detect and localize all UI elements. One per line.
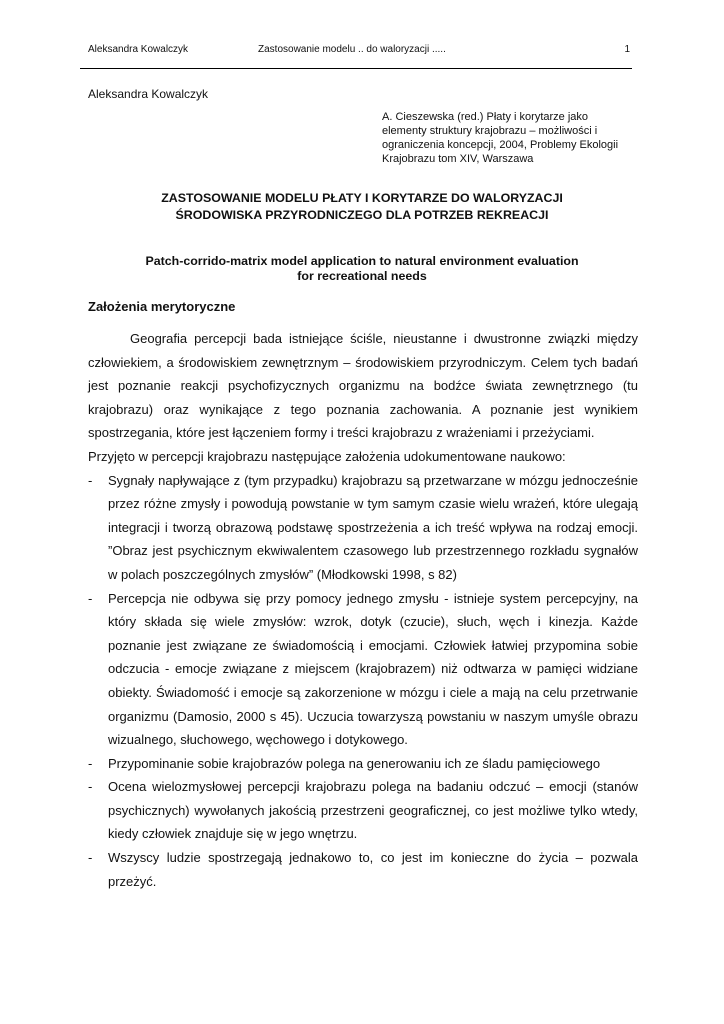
list-item bbox=[88, 846, 638, 893]
header-page-number: 1 bbox=[624, 44, 630, 55]
title-polish bbox=[88, 190, 636, 224]
bullet-dash: - bbox=[88, 472, 93, 488]
body-text bbox=[88, 327, 638, 893]
page-header bbox=[88, 44, 630, 58]
header-author: Aleksandra Kowalczyk bbox=[88, 44, 189, 55]
bullet-dash: - bbox=[88, 779, 93, 795]
author-name: Aleksandra Kowalczyk bbox=[88, 87, 209, 101]
list-item-text: Przypominanie sobie krajobrazów polega na generowaniu ich ze śladu pamięciowego bbox=[108, 755, 601, 771]
header-title: Zastosowanie modelu .. do waloryzacji ..... bbox=[258, 44, 446, 55]
bullet-dash: - bbox=[88, 755, 93, 771]
list-item bbox=[88, 587, 638, 752]
list-item bbox=[88, 775, 638, 846]
title-english bbox=[88, 254, 636, 284]
citation-block: A. Cieszewska (red.) Płaty i korytarze jako elementy struktury krajobrazu – możliwości i ograniczenia koncepcji, 2004, Problemy Ekologii Krajobrazu tom XIV, Warszawa bbox=[382, 111, 619, 165]
list-item-text: Sygnały napływające z (tym przypadku) krajobrazu są przetwarzane w mózgu jednocześnie przez różne zmysły i powodują powstanie w tym samym czasie wielu wrażeń, które ulegają integracji i tworzą obrazową podstawę spostrzeżenia a ich treść wpływa na rodzaj emocji. ”Obraz jest psychicznym ekwiwalentem czasowego lub przestrzennego rozkładu sygnałów w polach poszczególnych zmysłów” (Młodkowski 1998, s 82) bbox=[108, 472, 638, 582]
paragraph-assumptions: Przyjęto w percepcji krajobrazu następujące założenia udokumentowane naukowo: bbox=[88, 448, 566, 464]
bullet-dash: - bbox=[88, 850, 93, 866]
section-heading: Założenia merytoryczne bbox=[88, 299, 236, 314]
paragraph-intro: Geografia percepcji bada istniejące ściśle, nieustanne i dwustronne związki między człowiekiem, a środowiskiem zewnętrznym – środowiskiem przyrodniczym. Celem tych badań jest poznanie reakcji psychofizycznych organizmu na bodźce świata zewnętrznego (tu krajobrazu) oraz wynikające z tego poznania zachowania. A poznanie jest wynikiem spostrzegania, które jest łączeniem formy i treści krajobrazu z wrażeniami i przeżyciami. bbox=[88, 331, 638, 441]
assumptions-list bbox=[88, 469, 638, 894]
bullet-dash: - bbox=[88, 590, 93, 606]
list-item bbox=[88, 469, 638, 587]
title-english-line1: Patch-corrido-matrix model application to natural environment evaluation bbox=[145, 254, 579, 268]
list-item-text: Ocena wielozmysłowej percepcji krajobrazu polega na badaniu odczuć – emocji (stanów psychicznych) wywołanych jakością przestrzeni geograficznej, co jest możliwe tylko wtedy, kiedy człowiek znajduje się w jego wnętrzu. bbox=[108, 779, 638, 842]
list-item-text: Percepcja nie odbywa się przy pomocy jednego zmysłu - istnieje system percepcyjny, na który składa się wiele zmysłów: wzrok, dotyk (czucie), słuch, węch i kinezja. Każde poznanie jest związane ze świadomością i emocjami. Człowiek łatwiej przypomina sobie odczucia - emocje związane z miejscem (krajobrazem) niż odtwarza w pamięci widziane obiekty. Świadomość i emocje są zakorzenione w mózgu i ciele a mają na celu przetrwanie organizmu (Damosio, 2000 s 45). Uczucia towarzyszą powstaniu w naszym umyśle obrazu wizualnego, słuchowego, węchowego i dotykowego. bbox=[108, 590, 638, 748]
title-english-line2: for recreational needs bbox=[297, 269, 427, 283]
list-item-text: Wszyscy ludzie spostrzegają jednakowo to, co jest im konieczne do życia – pozwala przeżyć. bbox=[108, 850, 638, 889]
header-rule bbox=[80, 68, 632, 69]
list-item bbox=[88, 752, 638, 776]
title-polish-line1: ZASTOSOWANIE MODELU PŁATY I KORYTARZE DO WALORYZACJI bbox=[161, 191, 563, 205]
title-polish-line2: ŚRODOWISKA PRZYRODNICZEGO DLA POTRZEB REKREACJI bbox=[175, 208, 549, 222]
